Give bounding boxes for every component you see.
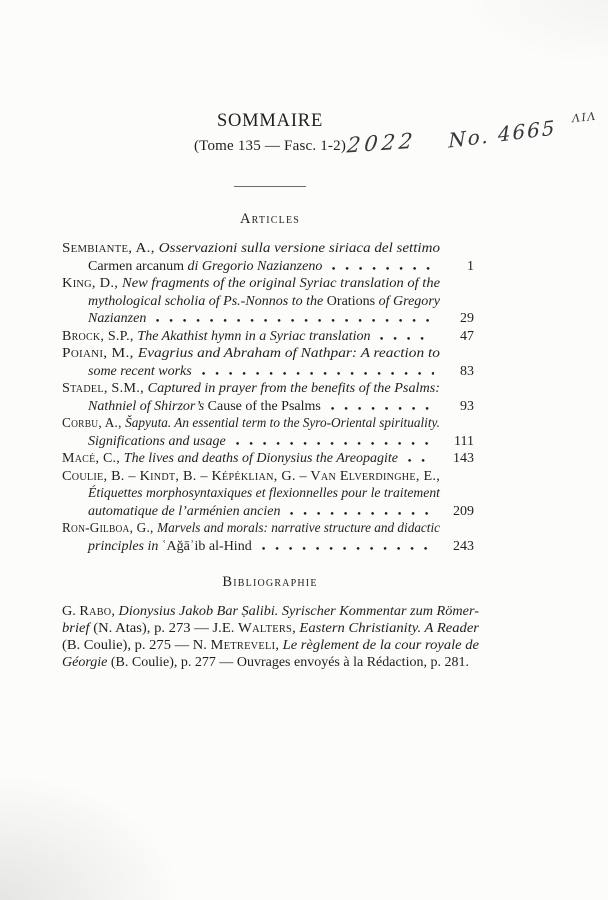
title-text: principles in	[88, 538, 162, 554]
page-title: SOMMAIRE	[216, 111, 324, 131]
title-text: Étiquettes morphosyntaxiques et flexionnelles pour le traitement	[88, 486, 440, 501]
title-text: of Gregory	[378, 293, 441, 309]
dot-leader	[408, 459, 434, 462]
title-text: Carmen arcanum	[88, 258, 188, 274]
dot-leader	[380, 337, 434, 340]
title-text: (B. Coulie), p. 275 — N.	[62, 637, 211, 653]
toc-entry	[62, 415, 474, 450]
toc-line	[62, 240, 474, 258]
toc-entry	[62, 468, 474, 521]
author-name: Stadel, S.M.,	[62, 381, 148, 396]
toc-line-text	[62, 275, 440, 293]
toc-line	[62, 538, 474, 556]
dot-leader	[290, 512, 434, 515]
bibliography-line	[62, 638, 497, 655]
page-number: 83	[460, 363, 474, 379]
dot-leader	[262, 547, 434, 550]
toc-line-text	[62, 380, 440, 398]
title-text: New fragments of the original Syriac translation of the	[122, 276, 441, 291]
page-number: 243	[453, 538, 474, 554]
toc-line	[62, 415, 474, 433]
bibliography-line-text	[62, 604, 479, 621]
author-name: Metreveli	[210, 637, 276, 653]
toc-line-text	[88, 538, 252, 556]
articles-heading: Articles	[239, 211, 301, 227]
toc-line-text	[88, 503, 280, 521]
toc-line-text	[62, 520, 440, 538]
bibliography-line	[62, 604, 497, 621]
title-text: mythological scholia of Ps.-Nonnos to the	[88, 293, 327, 309]
title-text: Géorgie	[62, 654, 108, 670]
toc-line	[62, 450, 474, 468]
dot-leader	[202, 372, 434, 375]
title-text: Captured in prayer from the benefits of the Psalms:	[147, 381, 440, 396]
dot-leader	[332, 267, 434, 270]
bibliography-line	[62, 621, 497, 638]
handwritten-corner-mark: ΛΙΛ	[571, 109, 598, 126]
bibliography-paragraph	[62, 604, 497, 672]
author-name: Corbu, A.,	[62, 416, 126, 431]
toc-line-text	[88, 293, 440, 311]
handwritten-accession-number: No. 4665	[448, 115, 557, 153]
title-text: automatique de l’arménien ancien	[88, 503, 281, 519]
toc-line	[62, 310, 474, 328]
author-name: Rabo	[79, 604, 112, 619]
title-text: ,	[275, 637, 283, 653]
page-number: 143	[453, 451, 474, 466]
title-text: Orations	[326, 293, 379, 309]
title-text: Cause of the Psalms	[207, 398, 321, 414]
author-name: Sembiante, A.,	[62, 241, 159, 256]
divider-rule	[234, 186, 306, 187]
toc-line-text	[88, 258, 322, 276]
volume-subtitle: (Tome 135 — Fasc. 1-2)	[193, 138, 347, 154]
dot-leader	[236, 442, 434, 445]
title-text: ʿAğāʾib al-Hind	[161, 538, 252, 554]
toc-line	[62, 380, 474, 398]
toc-line	[62, 503, 474, 521]
toc-line	[62, 398, 474, 416]
title-text: brief	[62, 620, 90, 636]
handwritten-year: 2022	[345, 128, 418, 158]
title-text: Nathniel of Shirzor’s	[88, 398, 208, 414]
page-number: 209	[453, 503, 474, 519]
toc-line	[62, 328, 474, 346]
author-name: Brock, S.P.,	[62, 328, 138, 344]
title-text: Osservazioni sulla versione siriaca del settimo	[158, 241, 440, 256]
toc-entry	[62, 380, 474, 415]
toc-line	[62, 468, 474, 486]
toc-line	[62, 258, 474, 276]
toc-line-text	[88, 310, 146, 328]
title-text: (B. Coulie), p. 277 — Ouvrages envoyés à la Rédaction, p. 281.	[107, 654, 469, 670]
toc-entry	[62, 240, 474, 275]
title-text: Significations and usage	[88, 433, 226, 449]
bibliography-heading: Bibliographie	[222, 574, 318, 590]
toc-line-text	[62, 240, 440, 258]
toc-line	[62, 520, 474, 538]
toc-entry	[62, 520, 474, 555]
toc-line-text	[62, 450, 398, 468]
title-text: some recent works	[88, 363, 192, 379]
title-text: Šapyuta. An essential term to the Syro-Oriental spirituality.	[125, 416, 441, 431]
toc-line	[62, 275, 474, 293]
toc-line	[62, 363, 474, 381]
title-text: The Akathist hymn in a Syriac translation	[137, 328, 371, 344]
bibliography-line-text	[62, 638, 479, 655]
bibliography-line	[62, 655, 497, 672]
title-text: Evagrius and Abraham of Nathpar: A reaction to	[137, 346, 440, 361]
toc-line	[62, 293, 474, 311]
title-text: Marvels and morals: narrative structure and didactic	[157, 521, 441, 536]
page-number: 29	[460, 311, 474, 326]
toc-line-text	[62, 468, 440, 486]
toc-line-text	[88, 433, 226, 451]
toc-line-text	[62, 328, 370, 346]
title-text: Nazianzen	[88, 311, 147, 326]
toc-entry	[62, 345, 474, 380]
toc-line	[62, 345, 474, 363]
page-number: 1	[467, 258, 474, 274]
articles-toc-list	[62, 240, 474, 555]
toc-line-text	[88, 398, 321, 416]
title-text: ,	[292, 620, 300, 636]
page-header	[62, 112, 478, 154]
toc-line-text	[62, 415, 440, 433]
toc-line-text	[88, 363, 192, 381]
toc-line	[62, 433, 474, 451]
dot-leader	[331, 407, 434, 410]
bibliography-line-text	[62, 621, 479, 638]
author-name: Ron-Gilboa, G.,	[62, 521, 158, 536]
author-name: Walters	[238, 620, 293, 636]
toc-line	[62, 485, 474, 503]
author-name: Macé, C.,	[62, 451, 124, 466]
title-text: The lives and deaths of Dionysius the Areopagite	[123, 451, 398, 466]
title-text: Le règlement de la cour royale de	[282, 637, 479, 653]
title-text: G.	[62, 604, 80, 619]
author-name: King, D.,	[62, 276, 123, 291]
toc-entry	[62, 450, 474, 468]
title-text: (N. Atas), p. 273 — J.E.	[89, 620, 239, 636]
page-number: 93	[460, 398, 474, 414]
title-text: di Gregorio Nazianzeno	[187, 258, 323, 274]
toc-line-text	[62, 345, 440, 363]
title-text: Eastern Christianity. A Reader	[299, 620, 479, 636]
page-number: 47	[460, 328, 474, 344]
bibliography-line-text	[62, 655, 469, 672]
title-text: Dionysius Jakob Bar Ṣalibi. Syrischer Kommentar zum Römer-	[118, 604, 479, 619]
toc-line-text	[88, 485, 440, 503]
toc-entry	[62, 275, 474, 328]
page-number: 111	[454, 433, 474, 449]
toc-entry	[62, 328, 474, 346]
author-name: Poiani, M.,	[62, 346, 138, 361]
author-name: Coulie, B. – Kindt, B. – Képéklian, G. – Van Elverdinghe, E.,	[62, 468, 441, 484]
title-text: ,	[111, 604, 119, 619]
dot-leader	[156, 319, 434, 322]
